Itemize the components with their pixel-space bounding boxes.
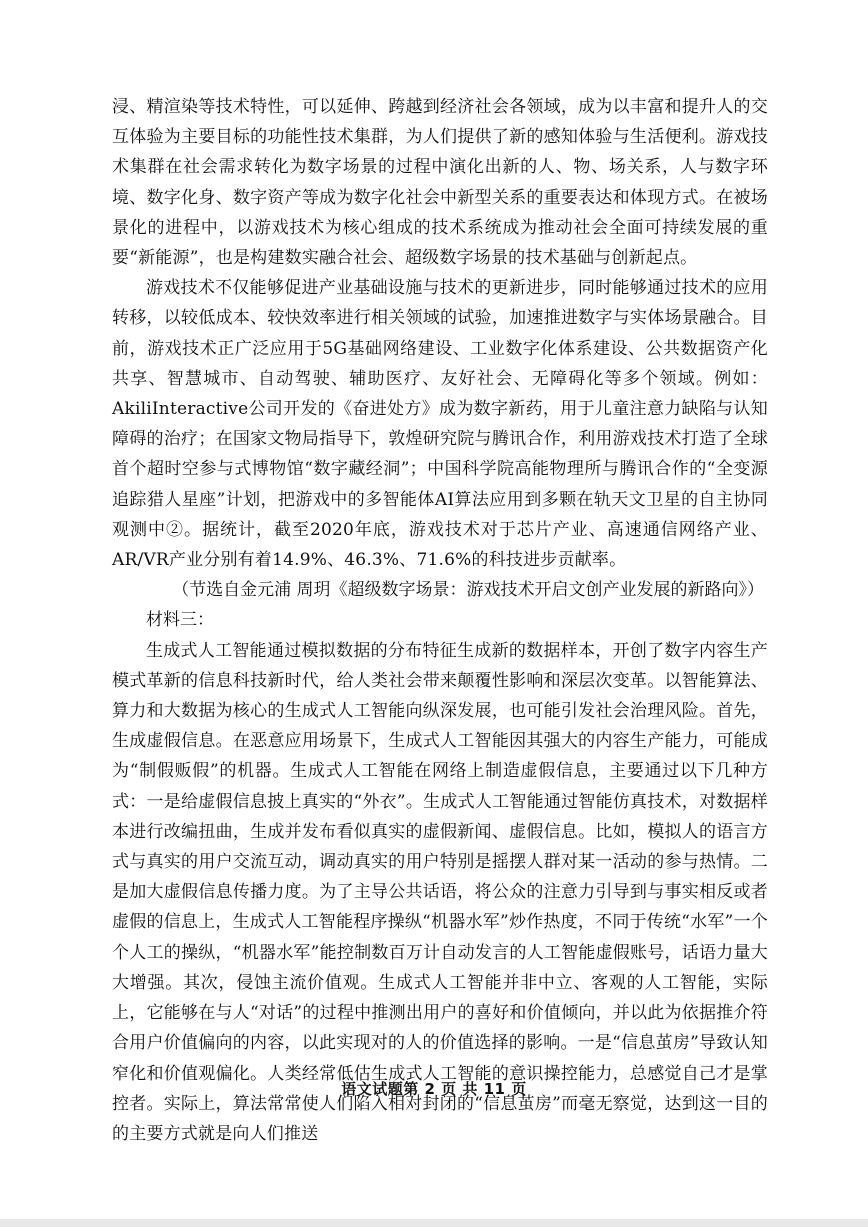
page-footer: 语文试题第 2 页 共 11 页 bbox=[341, 1080, 527, 1098]
paragraph-continued: 浸、精渲染等技术特性，可以延伸、跨越到经济社会各领域，成为以丰富和提升人的交互体验为主要目标的功能性技术集群，为人们提供了新的感知体验与生活便利。游戏技术集群在社会需求转化为数字场景的过程中演化出新的人、物、场关系，人与数字环境、数字化身、数字资产等成为数字化社会中新型关系的重要表达和体现方式。在被场景化的进程中，以游戏技术为核心组成的技术系统成为推动社会全面可持续发展的重要“新能源”，也是构建数实融合社会、超级数字场景的技术基础与创新起点。 bbox=[112, 97, 768, 269]
document-body bbox=[112, 92, 768, 1149]
paragraph-generative-ai: 生成式人工智能通过模拟数据的分布特征生成新的数据样本，开创了数字内容生产模式革新的信息科技新时代，给人类社会带来颠覆性影响和深层次变革。以智能算法、算力和大数据为核心的生成式人工智能向纵深发展，也可能引发社会治理风险。首先，生成虚假信息。在恶意应用场景下，生成式人工智能因其强大的内容生产能力，可能成为“制假贩假”的机器。生成式人工智能在网络上制造虚假信息，主要通过以下几种方式：一是给虚假信息披上真实的“外衣”。生成式人工智能通过智能仿真技术，对数据样本进行改编扭曲，生成并发布看似真实的虚假新闻、虚假信息。比如，模拟人的语言方式与真实的用户交流互动，调动真实的用户特别是摇摆人群对某一活动的参与热情。二是加大虚假信息传播力度。为了主导公共话语，将公众的注意力引导到与事实相反或者虚假的信息上，生成式人工智能程序操纵“机器水军”炒作热度，不同于传统“水军”一个个人工的操纵，“机器水军”能控制数百万计自动发言的人工智能虚假账号，话语力量大大增强。其次，侵蚀主流价值观。生成式人工智能并非中立、客观的人工智能，实际上，它能够在与人“对话”的过程中推测出用户的喜好和价值倾向，并以此为依据推介符合用户价值偏向的内容，以此实现对的人的价值选择的影响。一是“信息茧房”导致认知窄化和价值观偏化。人类经常低估生成式人工智能的意识操控能力，总感觉自己才是掌控者。实际上，算法常常使人们陷入相对封闭的“信息茧房”而毫无察觉，达到这一目的的主要方式就是向人们推送 bbox=[112, 640, 768, 1144]
source-citation: （节选自金元浦 周玥《超级数字场景：游戏技术开启文创产业发展的新路向》） bbox=[172, 580, 764, 601]
paragraph-game-tech: 游戏技术不仅能够促进产业基础设施与技术的更新进步，同时能够通过技术的应用转移，以较低成本、较快效率进行相关领域的试验，加速推进数字与实体场景融合。目前，游戏技术正广泛应用于5G基础网络建设、工业数字化体系建设、公共数据资产化共享、智慧城市、自动驾驶、辅助医疗、友好社会、无障碍化等多个领域。例如：AkiliInteractive公司开发的《奋进处方》成为数字新药，用于儿童注意力缺陷与认知障碍的治疗；在国家文物局指导下，敦煌研究院与腾讯合作，利用游戏技术打造了全球首个超时空参与式博物馆“数字藏经洞”；中国科学院高能物理所与腾讯合作的“全变源追踪猎人星座”计划，把游戏中的多智能体AI算法应用到多颗在轨天文卫星的自主协同观测中②。据统计，截至2020年底，游戏技术对于芯片产业、高速通信网络产业、AR/VR产业分别有着14.9%、46.3%、71.6%的科技进步贡献率。 bbox=[112, 278, 768, 571]
bottom-edge-bar bbox=[0, 1219, 868, 1227]
material-three-heading: 材料三： bbox=[146, 610, 214, 631]
